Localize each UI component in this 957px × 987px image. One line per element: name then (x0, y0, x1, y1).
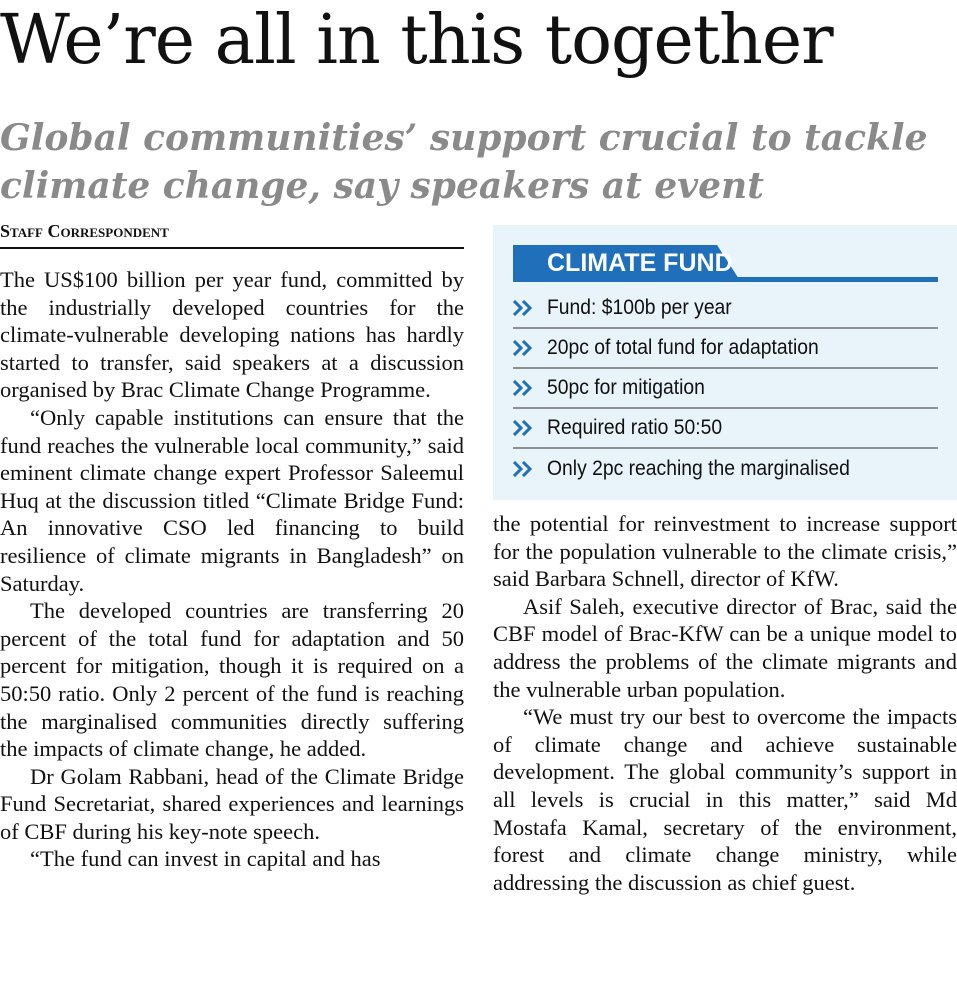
list-item (513, 449, 938, 489)
list-item-text: Required ratio 50:50 (547, 416, 723, 439)
list-item (513, 409, 938, 449)
subheadline: Global communities’ support crucial to tackle climate change, say speakers at event (0, 117, 928, 207)
article-paragraph: Dr Golam Rabbani, head of the Climate Bridge Fund Secretariat, shared experiences and learnings of CBF during his key-note speech. (0, 763, 464, 844)
list-item-text: 20pc of total fund for adaptation (547, 336, 819, 359)
list-item (513, 289, 938, 329)
climate-fund-title: CLIMATE FUND (547, 249, 733, 277)
article-column-right (493, 510, 957, 896)
list-item-text: Fund: $100b per year (547, 296, 732, 319)
list-item (513, 369, 938, 409)
article-paragraph: The US$100 billion per year fund, committed by the industrially developed countries for the climate-vulnerable developing nations has hardly started to transfer, said speakers at a discussion organised by Brac Climate Change Programme. (0, 267, 464, 403)
article-paragraph: “We must try our best to overcome the impacts of climate change and achieve sustainable development. The global community’s support in all levels is crucial in this matter,” said Md Mostafa Kamal, secretary of the environment, forest and climate change ministry, while addressing the discussion as chief guest. (493, 704, 957, 895)
climate-fund-header (513, 245, 938, 285)
headline: We’re all in this together (0, 1, 833, 80)
double-chevron-right-icon (513, 338, 537, 358)
list-item-text: Only 2pc reaching the marginalised (547, 457, 850, 480)
double-chevron-right-icon (513, 418, 537, 438)
article-paragraph: the potential for reinvestment to increase support for the population vulnerable to the climate crisis,” said Barbara Schnell, director of KfW. (493, 511, 957, 592)
list-item (513, 329, 938, 369)
byline: Staff Correspondent (0, 219, 464, 249)
double-chevron-right-icon (513, 459, 537, 479)
double-chevron-right-icon (513, 298, 537, 318)
article-column-left (0, 266, 464, 873)
article-paragraph: “Only capable institutions can ensure that the fund reaches the vulnerable local community,” said eminent climate change expert Professor Saleemul Huq at the discussion titled “Climate Bridge Fund: An innovative CSO led financing to build resilience of climate migrants in Bangladesh” on Saturday. (0, 404, 464, 596)
double-chevron-right-icon (513, 378, 537, 398)
climate-fund-box (493, 225, 957, 500)
article-paragraph: The developed countries are transferring 20 percent of the total fund for adaptation and 50 percent for mitigation, though it is required on a 50:50 ratio. Only 2 percent of the fund is reaching the marginalised communities directly suffering the impacts of climate change, he added. (0, 598, 464, 762)
article-paragraph: Asif Saleh, executive director of Brac, said the CBF model of Brac-KfW can be a unique model to address the problems of the climate migrants and the vulnerable urban population. (493, 593, 957, 702)
climate-fund-list (513, 289, 938, 489)
article-paragraph: “The fund can invest in capital and has (30, 846, 381, 872)
list-item-text: 50pc for mitigation (547, 376, 705, 399)
